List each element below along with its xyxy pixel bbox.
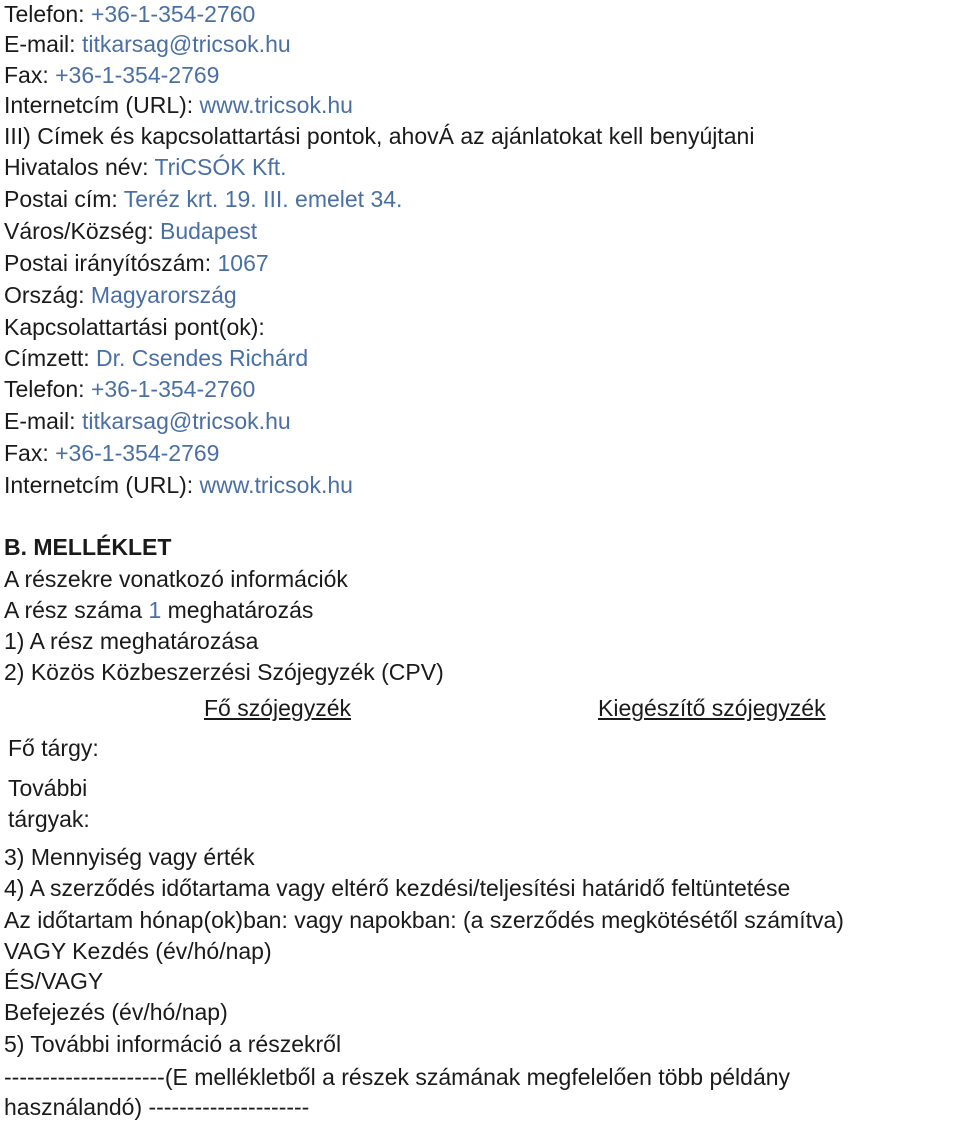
- email-label: E-mail:: [4, 31, 76, 57]
- url-value[interactable]: www.tricsok.hu: [199, 472, 353, 498]
- duration-line: Az időtartam hónap(ok)ban: vagy napokban: (a szerződés megkötésétől számítva): [4, 907, 844, 933]
- email-label: E-mail:: [4, 408, 76, 434]
- addressee-label: Címzett:: [4, 345, 90, 371]
- cpv-supp-header: Kiegészítő szójegyzék: [598, 695, 826, 721]
- url-value[interactable]: www.tricsok.hu: [199, 92, 353, 118]
- top-email-line: [4, 30, 291, 58]
- postal-address-line: [4, 185, 402, 213]
- url-label: Internetcím (URL):: [4, 472, 194, 498]
- and-or: ÉS/VAGY: [4, 968, 104, 994]
- zip-line: [4, 249, 269, 277]
- top-fax-line: [4, 61, 219, 89]
- zip-value: 1067: [217, 250, 269, 276]
- official-name-label: Hivatalos név:: [4, 154, 149, 180]
- official-name-line: [4, 153, 287, 181]
- s3-phone-line: [4, 375, 255, 403]
- city-value: Budapest: [159, 218, 258, 244]
- official-name-value: TriCSÓK Kft.: [154, 154, 287, 180]
- item1: 1) A rész meghatározása: [4, 628, 259, 654]
- cpv-main-header: Fő szójegyzék: [204, 695, 352, 721]
- contact-points-label: Kapcsolattartási pont(ok):: [4, 314, 265, 340]
- fax-label: Fax:: [4, 440, 49, 466]
- postal-address-label: Postai cím:: [4, 186, 118, 212]
- top-url-line: [4, 91, 353, 119]
- footer-line-1: ---------------------(E mellékletből a részek számának megfelelően több példány: [4, 1064, 791, 1090]
- item3: 3) Mennyiség vagy érték: [4, 844, 255, 870]
- email-value[interactable]: titkarsag@tricsok.hu: [81, 31, 291, 57]
- postal-address-value: Teréz krt. 19. III. emelet 34.: [123, 186, 403, 212]
- item5: 5) További információ a részekről: [4, 1031, 342, 1057]
- top-phone-line: [4, 0, 255, 28]
- item4: 4) A szerződés időtartama vagy eltérő kezdési/teljesítési határidő feltüntetése: [4, 875, 791, 901]
- main-subject-label: Fő tárgy:: [8, 735, 99, 761]
- phone-value: +36-1-354-2760: [90, 1, 256, 27]
- further-subjects-label-1: További: [8, 775, 88, 801]
- country-label: Ország:: [4, 282, 85, 308]
- phone-value: +36-1-354-2760: [90, 376, 256, 402]
- part-number-line: [4, 596, 313, 624]
- annex-title: B. MELLÉKLET: [4, 534, 172, 560]
- fax-value: +36-1-354-2769: [55, 440, 220, 466]
- fax-value: +36-1-354-2769: [55, 62, 220, 88]
- email-value[interactable]: titkarsag@tricsok.hu: [81, 408, 291, 434]
- phone-label: Telefon:: [4, 376, 85, 402]
- part-prefix: A rész száma: [4, 597, 143, 623]
- further-subjects-label-2: tárgyak:: [8, 806, 90, 832]
- s3-url-line: [4, 471, 353, 499]
- country-line: [4, 281, 237, 309]
- item2: 2) Közös Közbeszerzési Szójegyzék (CPV): [4, 659, 444, 685]
- annex-subtitle: A részekre vonatkozó információk: [4, 566, 348, 592]
- start-line: VAGY Kezdés (év/hó/nap): [4, 938, 272, 964]
- addressee-line: [4, 344, 308, 372]
- footer-line-2: használandó) ---------------------: [4, 1094, 310, 1120]
- zip-label: Postai irányítószám:: [4, 250, 212, 276]
- country-value: Magyarország: [90, 282, 237, 308]
- fax-label: Fax:: [4, 62, 49, 88]
- addressee-value: Dr. Csendes Richárd: [96, 345, 309, 371]
- section3-heading: III) Címek és kapcsolattartási pontok, ahovÁ az ajánlatokat kell benyújtani: [4, 123, 755, 149]
- part-suffix: meghatározás: [167, 597, 314, 623]
- s3-fax-line: [4, 439, 219, 467]
- part-number: 1: [148, 597, 162, 623]
- city-label: Város/Község:: [4, 218, 154, 244]
- phone-label: Telefon:: [4, 1, 85, 27]
- url-label: Internetcím (URL):: [4, 92, 194, 118]
- end-line: Befejezés (év/hó/nap): [4, 999, 228, 1025]
- city-line: [4, 217, 257, 245]
- s3-email-line: [4, 407, 291, 435]
